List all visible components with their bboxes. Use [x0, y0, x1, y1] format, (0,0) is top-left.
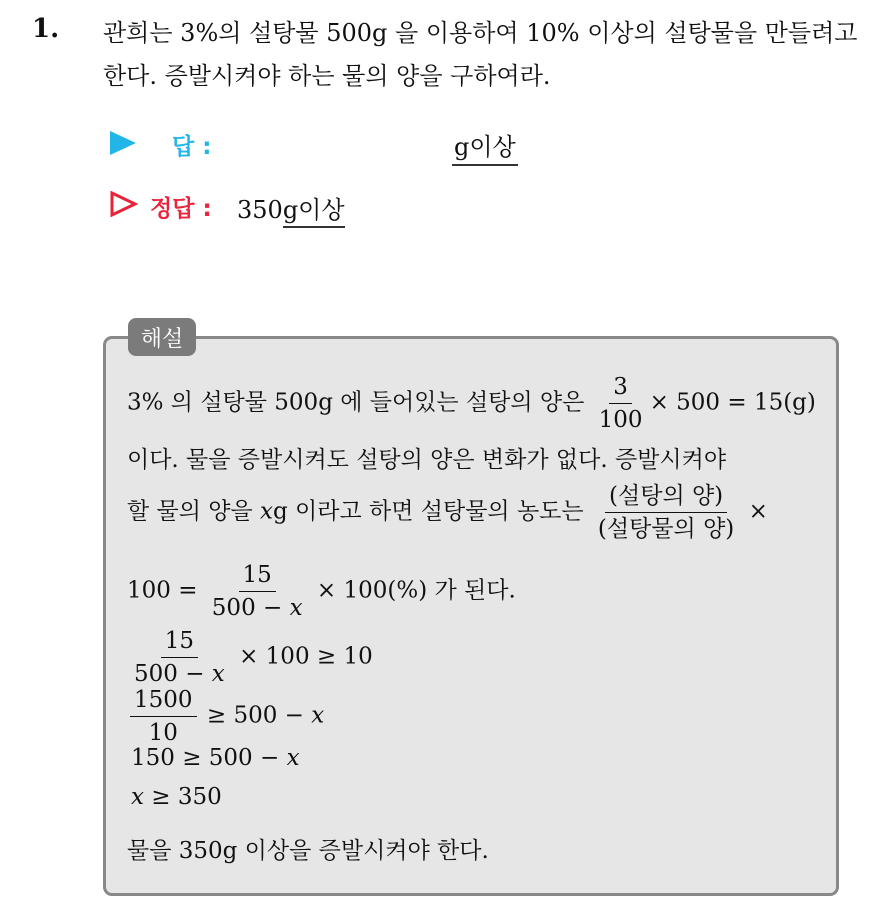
solution-text: × 500 = 15(g) — [649, 389, 816, 416]
correct-label: 정답 : — [150, 196, 212, 222]
variable-x: x — [289, 595, 303, 621]
solution-text: × 100 ≥ 10 — [239, 643, 373, 670]
numerator: 15 — [239, 561, 276, 592]
solution-text: 3% 의 설탕물 500g 에 들어있는 설탕의 양은 — [127, 389, 585, 416]
filled-triangle-icon — [110, 131, 136, 155]
variable-x: x — [211, 661, 225, 687]
denominator: 10 — [148, 720, 178, 746]
solution-text: 100 = — [127, 577, 198, 604]
fraction — [130, 686, 197, 747]
question-text: 관희는 3%의 설탕물 500g 을 이용하여 10% 이상의 설탕물을 만들려고 한다. 증발시켜야 하는 물의 양을 구하여라. — [103, 19, 858, 90]
solution-text: ≥ 350 — [143, 784, 222, 810]
variable-x: x — [260, 498, 274, 525]
denominator — [130, 658, 229, 688]
solution-text: 500 − — [211, 595, 290, 621]
solution-text: 500 − — [134, 661, 212, 687]
fraction — [595, 373, 647, 434]
solution-line-3 — [127, 482, 768, 543]
fraction — [130, 627, 229, 688]
fraction — [208, 561, 307, 622]
solution-line-8 — [131, 784, 222, 810]
correct-unit: g이상 — [283, 196, 345, 228]
solution-text: ≥ 500 − — [206, 702, 312, 729]
solution-text: 할 물의 양을 — [127, 498, 253, 525]
solution-line-5 — [127, 627, 373, 688]
question-number: 1. — [32, 14, 60, 44]
solution-line-7 — [131, 745, 300, 771]
answer-label: 답 : — [172, 134, 212, 160]
solution-text: g 이라고 하면 설탕물의 농도는 — [273, 498, 584, 525]
numerator: 1500 — [130, 686, 197, 717]
solution-text: × 100(%) 가 된다. — [316, 577, 516, 604]
variable-x: x — [286, 745, 300, 771]
answer-blank[interactable] — [452, 127, 518, 166]
variable-x: x — [131, 784, 144, 810]
fraction — [594, 482, 738, 543]
correct-value: 350 — [237, 196, 283, 224]
solution-line-6 — [127, 686, 324, 747]
denominator: 100 — [598, 407, 643, 433]
solution-text: × — [748, 498, 768, 525]
solution-line-1 — [127, 373, 816, 434]
solution-line-9: 물을 350g 이상을 증발시켜야 한다. — [127, 838, 489, 864]
numerator: (설탕의 양) — [605, 482, 727, 513]
numerator: 15 — [161, 627, 198, 658]
solution-line-4 — [127, 561, 516, 622]
variable-x: x — [311, 702, 325, 729]
answer-unit: g이상 — [454, 133, 516, 161]
denominator: (설탕물의 양) — [597, 516, 735, 542]
denominator — [208, 592, 307, 622]
solution-tag: 해설 — [128, 318, 196, 356]
numerator: 3 — [609, 373, 632, 404]
solution-text: 150 ≥ 500 − — [131, 745, 287, 771]
correct-answer — [237, 190, 345, 225]
solution-line-2: 이다. 물을 증발시켜도 설탕의 양은 변화가 없다. 증발시켜야 — [127, 447, 727, 473]
outline-triangle-icon — [110, 191, 138, 217]
